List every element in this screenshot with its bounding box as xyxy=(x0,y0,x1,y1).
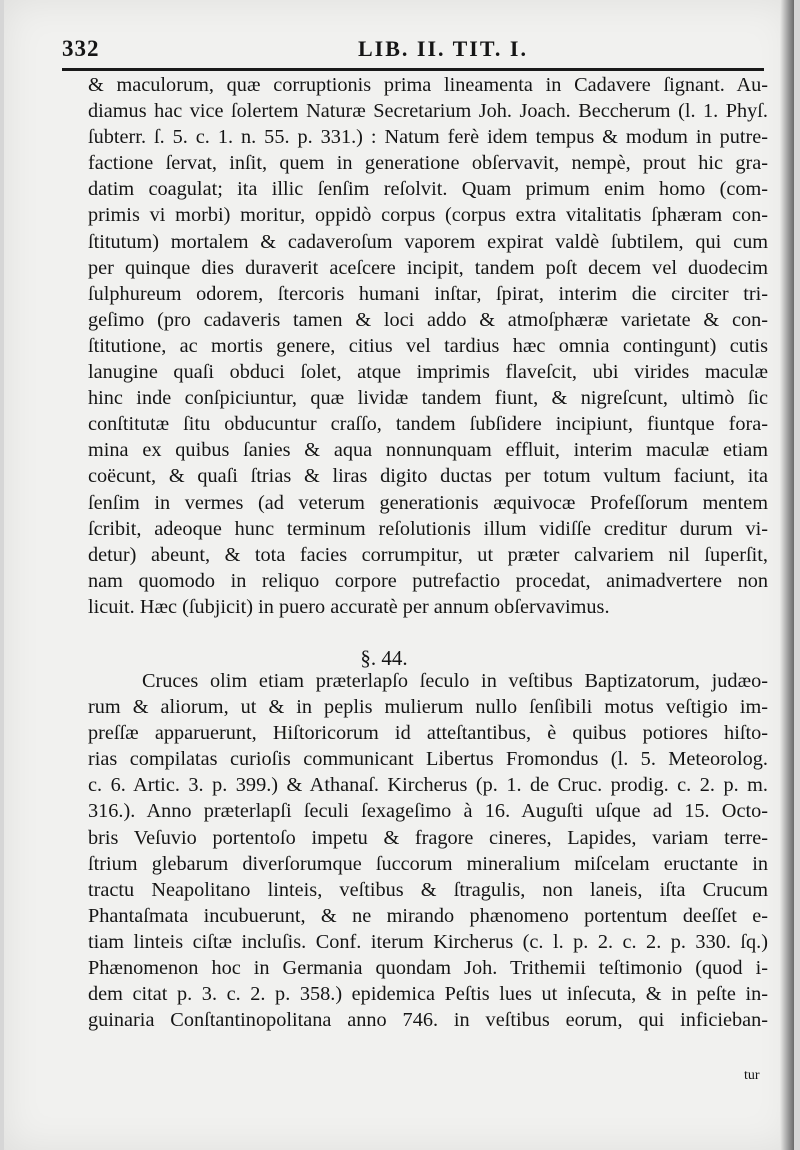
text-line: datim coagulat; ita illic ſenſim reſolvit. Quam primum enim homo (com- xyxy=(88,178,768,201)
text-line: bris Veſuvio portentoſo impetu & fragore cineres, Lapides, variam terre- xyxy=(88,826,768,849)
text-line: & maculorum, quæ corruptionis prima lineamenta in Cadavere ſignant. Au- xyxy=(88,74,768,96)
text-line: rias compilatas curioſis communicant Libertus Fromondus (l. 5. Meteorolog. xyxy=(88,748,768,771)
text-line: factione ſervat, inſit, quem in generatione obſervavit, nempè, prout hic gra- xyxy=(88,152,768,175)
text-line: primis vi morbi) moritur, oppidò corpus (corpus extra vitalitatis ſphæram con- xyxy=(88,204,768,227)
page-number: 332 xyxy=(62,36,100,61)
text-line: geſimo (pro cadaveris tamen & loci addo & atmoſphæræ varietate & con- xyxy=(88,308,768,331)
text-line: Phantaſmata incubuerunt, & ne mirando phænomeno portentum deeſſet e- xyxy=(88,904,768,927)
text-line: tractu Neapolitano linteis, veſtibus & ſtragulis, non laneis, iſta Crucum xyxy=(88,878,768,901)
text-line: ſcribit, adeoque hunc terminum reſolutionis illum vidiſſe creditur durum vi- xyxy=(88,517,768,540)
text-line: coëcunt, & quaſi ſtrias & liras digito ductas per totum vultum faciunt, ita xyxy=(88,465,768,488)
paragraph-2 xyxy=(88,668,768,1033)
text-line: lanugine quaſi obduci ſolet, atque imprimis flaveſcit, ubi virides maculæ xyxy=(88,361,768,384)
text-line: tiam linteis ciſtæ incluſis. Conf. iterum Kircherus (c. l. p. 2. c. 2. p. 330. ſq.) xyxy=(88,930,768,953)
text-line: rum & aliorum, ut & in peplis mulierum nullo ſenſibili motus veſtigio im- xyxy=(88,696,768,719)
header-rule xyxy=(62,68,764,71)
text-line: ſulphureum odorem, ſtercoris humani inſtar, ſpirat, interim die circiter tri- xyxy=(88,282,768,305)
page-edge xyxy=(780,0,794,1150)
text-line: Phænomenon hoc in Germania quondam Joh. Trithemii teſtimonio (quod i- xyxy=(88,957,768,980)
text-line: per quinque dies duraverit aceſcere incipit, tandem poſt decem vel duodecim xyxy=(88,256,768,279)
text-line: detur) abeunt, & tota facies corrumpitur, ut præter calvariem nil ſuperſit, xyxy=(88,543,768,566)
text-line: c. 6. Artic. 3. p. 399.) & Athanaſ. Kircherus (p. 1. de Cruc. prodig. c. 2. p. m. xyxy=(88,774,768,797)
paragraph-1 xyxy=(88,72,768,620)
text-line: Cruces olim etiam præterlapſo ſeculo in veſtibus Baptizatorum, judæo- xyxy=(142,670,768,692)
text-line: ſtitutione, ac mortis genere, citius vel tardius hæc omnia contingunt) cutis xyxy=(88,334,768,357)
text-line: guinaria Conſtantinopolitana anno 746. in veſtibus eorum, qui inficieban- xyxy=(88,1009,768,1032)
text-line: ſtrium glebarum diverſorumque ſuccorum mineralium miſcelam eructante in xyxy=(88,852,768,875)
text-line: diamus hac vice ſolertem Naturæ Secretarium Joh. Joach. Beccherum (l. 1. Phyſ. xyxy=(88,100,768,123)
page-header xyxy=(62,32,762,66)
text-line: dem citat p. 3. c. 2. p. 358.) epidemica Peſtis lues ut inſecuta, & in peſte in- xyxy=(88,983,768,1006)
book-page xyxy=(4,0,794,1150)
text-line: ſubterr. ſ. 5. c. 1. n. 55. p. 331.) : Natum ferè idem tempus & modum in putre- xyxy=(88,126,768,149)
text-line: preſſæ apparuerunt, Hiſtoricorum id atteſtantibus, è quibus potiores hiſto- xyxy=(88,722,768,745)
text-line: hinc inde conſpiciuntur, quæ lividæ tandem fiunt, & nigreſcunt, ultimò ſic xyxy=(88,387,768,410)
text-line: nam quomodo in reliquo corpore putrefactio procedat, animadvertere non xyxy=(88,569,768,592)
text-line: ſenſim in vermes (ad veterum generationis æquivocæ Profeſſorum mentem xyxy=(88,491,768,514)
text-line: mina ex quibus ſanies & aqua nonnunquam effluit, interim maculæ etiam xyxy=(88,439,768,462)
text-line: conſtitutæ ſitu obducuntur craſſo, tandem ſubſidere incipiunt, fiuntque fora- xyxy=(88,413,768,436)
catchword: tur xyxy=(744,1068,760,1083)
section-mark: §. 44. xyxy=(360,646,408,670)
text-line: 316.). Anno præterlapſi ſeculi ſexageſimo à 16. Auguſti uſque ad 15. Octo- xyxy=(88,800,768,823)
text-line: licuit. Hæc (ſubjicit) in puero accuratè per annum obſervavimus. xyxy=(88,595,610,618)
text-line: ſtitutum) mortalem & cadaveroſum vaporem expirat valdè ſubtilem, qui cum xyxy=(88,230,768,253)
running-title: LIB. II. TIT. I. xyxy=(358,36,528,61)
